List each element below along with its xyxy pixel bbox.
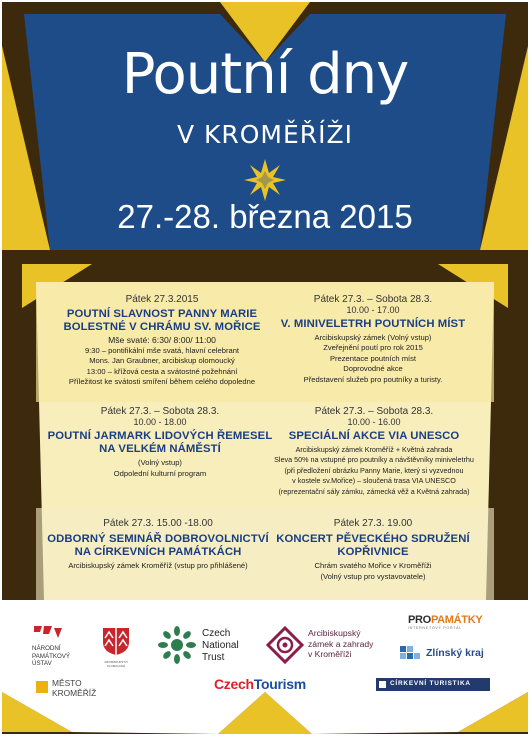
mesto-line: KROMĚŘÍŽ <box>52 688 97 698</box>
zamek-line: v Kroměříži <box>308 649 352 660</box>
event-time: 10.00 - 17.00 <box>346 305 400 315</box>
logo-zlinsky-kraj[interactable] <box>400 646 500 664</box>
event-line: Odpolední kulturní program <box>113 468 207 478</box>
event-title-line: KOPŘIVNICE <box>337 545 409 558</box>
czechtourism-b: Tourism <box>253 676 306 692</box>
event-line: 13:00 – křížová cesta a svátostné požehnání <box>86 366 238 376</box>
event-title: V. MINIVELETRH POUTNÍCH MÍST <box>280 318 466 330</box>
event-koncert <box>260 518 486 582</box>
propamatky-b: PAMÁTKY <box>430 614 483 626</box>
event-title-line: NA CÍRKEVNÍCH PAMÁTKÁCH <box>74 545 242 558</box>
cnt-icon <box>158 626 196 664</box>
logo-mesto-kromeriz[interactable] <box>36 678 106 700</box>
zlinsky-label: Zlínský kraj <box>426 647 484 659</box>
event-time: 10.00 - 16.00 <box>347 417 401 427</box>
event-line: v kostele sv.Mořice) – sloučená trasa VIA UNESCO <box>292 476 456 486</box>
logo-arcibiskupstvi[interactable] <box>96 626 136 668</box>
event-title <box>42 308 282 333</box>
event-title-line: POUTNÍ JARMARK LIDOVÝCH ŘEMESEL <box>47 430 273 442</box>
zlinsky-icon <box>400 646 420 664</box>
mesto-line: MĚSTO <box>52 678 82 688</box>
npu-line: PAMÁTKOVÝ <box>32 652 71 660</box>
event-seminar <box>36 518 280 572</box>
event-title-line: POUTNÍ SLAVNOST PANNY MARIE <box>66 308 258 320</box>
event-via-unesco <box>258 406 490 497</box>
czechtourism-a: Czech <box>214 676 254 692</box>
event-line: Zveřejnění poutí pro rok 2015 <box>323 343 423 353</box>
event-line: Představení služeb pro poutníky a turisty. <box>303 374 443 384</box>
logo-propamatky[interactable] <box>408 614 498 630</box>
event-line: Mše svaté: 6:30/ 8:00/ 11:00 <box>108 335 216 345</box>
event-line: (Volný vstup pro vystavovatele) <box>320 571 426 581</box>
event-line: Prezentace poutních míst <box>329 353 417 363</box>
event-date: Pátek 27.3. 15.00 -18.00 <box>103 518 213 529</box>
poster <box>2 2 528 734</box>
event-jarmark <box>38 406 282 479</box>
event-line: Příležitost ke svátosti smíření během celého dopoledne <box>68 377 256 387</box>
event-title-line: BOLESTNÉ V CHRÁMU SV. MOŘICE <box>63 320 261 333</box>
zamek-line: zámek a zahrady <box>308 638 374 649</box>
cnt-line: Trust <box>202 652 225 663</box>
event-line: Arcibiskupský zámek Kroměříž + Květná zahrada <box>295 444 453 454</box>
page-subtitle: V KROMĚŘÍŽI <box>176 120 354 149</box>
event-date: Pátek 27.3.2015 <box>125 294 199 305</box>
event-title-line: ODBORNÝ SEMINÁŘ DOBROVOLNICTVÍ <box>47 533 269 545</box>
logo-czechtourism[interactable] <box>214 676 334 692</box>
event-line: Chrám svatého Mořice v Kroměříži <box>314 561 432 570</box>
event-line: Arcibiskupský zámek (Volný vstup) <box>314 332 432 342</box>
event-title <box>38 430 282 455</box>
zamek-icon <box>266 626 304 664</box>
event-line: Mons. Jan Graubner, arcibiskup olomoucký <box>89 356 235 366</box>
page-title: Poutní dny <box>121 42 409 107</box>
event-line: (reprezentační sály zámku, zámecká věž a Květná zahrada) <box>278 486 470 496</box>
cirkevni-label: CÍRKEVNÍ TURISTIKA <box>390 680 471 687</box>
gold-star-icon <box>244 159 286 201</box>
event-date: Pátek 27.3. – Sobota 28.3. <box>100 406 220 417</box>
event-dates: 27.-28. března 2015 <box>117 198 413 235</box>
npu-icon <box>32 624 64 640</box>
event-line: (Volný vstup) <box>138 458 182 467</box>
zamek-line: Arcibiskupský <box>308 628 361 638</box>
propamatky-sub: INTERNETOVÝ PORTÁL <box>408 626 462 630</box>
cnt-line: Czech <box>202 628 231 639</box>
arcibiskupstvi-label: ARCIBISKUPSTVÍ OLOMOUCKÉ <box>104 660 128 668</box>
mesto-icon <box>36 681 48 693</box>
event-title-line: NA VELKÉM NÁMĚSTÍ <box>99 442 221 455</box>
cirkevni-icon <box>379 681 386 688</box>
event-line: Doprovodné akce <box>343 364 403 374</box>
event-date: Pátek 27.3. – Sobota 28.3. <box>314 406 434 417</box>
coat-of-arms-icon <box>101 626 131 656</box>
propamatky-a: PRO <box>408 614 431 626</box>
npu-line: ÚSTAV <box>32 660 52 667</box>
event-miniveletrh <box>260 294 486 385</box>
event-line: (při předložení obrázku Panny Marie, který si vyzvednou <box>284 465 464 475</box>
event-line: Sleva 50% na vstupné pro poutníky a návštěvníky miniveletrhu <box>274 455 474 465</box>
cnt-line: National <box>202 640 239 651</box>
event-title <box>260 533 486 558</box>
event-title: SPECIÁLNÍ AKCE VIA UNESCO <box>288 430 460 442</box>
event-date: Pátek 27.3. 19.00 <box>333 518 413 529</box>
event-title-line: KONCERT PĚVECKÉHO SDRUŽENÍ <box>276 533 470 545</box>
event-pouti-slavnost <box>42 294 282 388</box>
npu-line: NÁRODNÍ <box>32 645 61 652</box>
logo-npu[interactable] <box>32 624 82 668</box>
event-title <box>36 533 280 558</box>
event-time: 10.00 - 18.00 <box>133 417 187 427</box>
event-line: Arcibiskupský zámek Kroměříž (vstup pro přihlášené) <box>68 561 248 570</box>
logo-cirkevni-turistika[interactable] <box>376 678 490 691</box>
event-date: Pátek 27.3. – Sobota 28.3. <box>313 294 433 305</box>
event-line: 9:30 – pontifikální mše svatá, hlavní celebrant <box>84 345 240 355</box>
